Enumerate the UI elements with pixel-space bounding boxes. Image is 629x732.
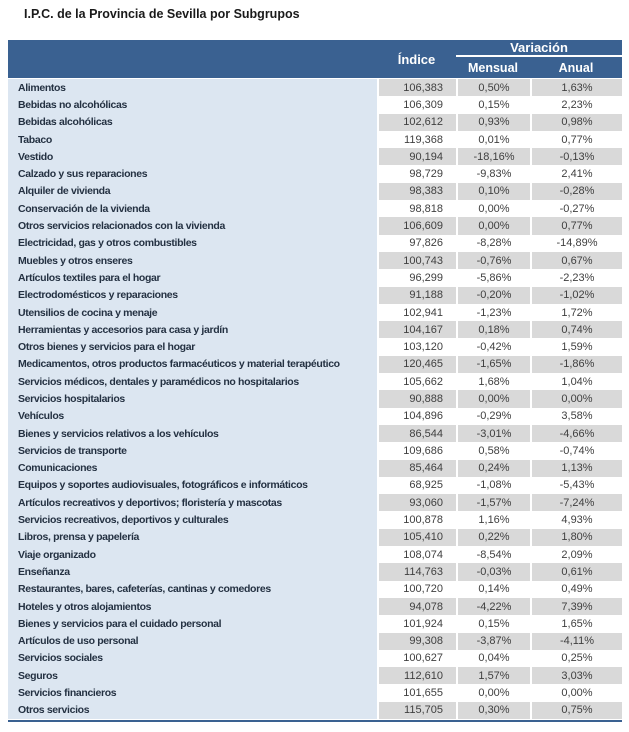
mensual-value: 0,15% <box>456 615 530 632</box>
table-row <box>8 235 622 252</box>
subgroup-label: Artículos textiles para el hogar <box>8 269 377 286</box>
anual-value: 4,93% <box>530 511 622 528</box>
indice-value: 90,194 <box>377 148 456 165</box>
table-row <box>8 650 622 667</box>
mensual-value: -18,16% <box>456 148 530 165</box>
mensual-value: 0,01% <box>456 131 530 148</box>
anual-value: 1,59% <box>530 338 622 355</box>
table-row <box>8 684 622 701</box>
table-row <box>8 148 622 165</box>
table-row <box>8 217 622 234</box>
anual-value: 0,00% <box>530 390 622 407</box>
anual-value: -4,11% <box>530 633 622 650</box>
subgroup-label: Alimentos <box>8 79 377 96</box>
table-row <box>8 321 622 338</box>
subgroup-label: Comunicaciones <box>8 460 377 477</box>
subgroup-label: Calzado y sus reparaciones <box>8 165 377 182</box>
table-row <box>8 615 622 632</box>
indice-value: 106,383 <box>377 79 456 96</box>
col-header-mensual: Mensual <box>467 60 518 75</box>
anual-value: 0,49% <box>530 581 622 598</box>
table-row <box>8 702 622 719</box>
subgroup-label: Servicios sociales <box>8 650 377 667</box>
table-row <box>8 460 622 477</box>
anual-value: 1,72% <box>530 304 622 321</box>
anual-value: 2,23% <box>530 96 622 113</box>
indice-value: 120,465 <box>377 356 456 373</box>
indice-value: 94,078 <box>377 598 456 615</box>
mensual-value: 0,00% <box>456 390 530 407</box>
subgroup-label: Servicios hospitalarios <box>8 390 377 407</box>
page-title: I.P.C. de la Provincia de Sevilla por Subgrupos <box>24 7 300 21</box>
subgroup-label: Enseñanza <box>8 563 377 580</box>
anual-value: -1,86% <box>530 356 622 373</box>
indice-value: 109,686 <box>377 442 456 459</box>
mensual-value: -0,42% <box>456 338 530 355</box>
indice-value: 104,167 <box>377 321 456 338</box>
subgroup-label: Seguros <box>8 667 377 684</box>
subgroup-label: Viaje organizado <box>8 546 377 563</box>
mensual-value: 0,50% <box>456 79 530 96</box>
mensual-value: -0,29% <box>456 408 530 425</box>
mensual-value: -1,65% <box>456 356 530 373</box>
anual-value: 0,75% <box>530 702 622 719</box>
indice-value: 106,609 <box>377 217 456 234</box>
mensual-value: 1,57% <box>456 667 530 684</box>
indice-value: 100,878 <box>377 511 456 528</box>
anual-value: -0,74% <box>530 442 622 459</box>
indice-value: 100,627 <box>377 650 456 667</box>
anual-value: -14,89% <box>530 235 622 252</box>
table-row <box>8 494 622 511</box>
table-row <box>8 96 622 113</box>
indice-value: 100,743 <box>377 252 456 269</box>
anual-value: -5,43% <box>530 477 622 494</box>
table-row <box>8 373 622 390</box>
indice-value: 98,818 <box>377 200 456 217</box>
anual-value: 2,41% <box>530 165 622 182</box>
indice-value: 101,655 <box>377 684 456 701</box>
col-header-indice: Índice <box>397 51 436 67</box>
indice-value: 98,729 <box>377 165 456 182</box>
table-bottom-border <box>8 720 622 723</box>
indice-value: 112,610 <box>377 667 456 684</box>
subgroup-label: Otros servicios relacionados con la vivienda <box>8 217 377 234</box>
anual-value: 0,25% <box>530 650 622 667</box>
indice-value: 86,544 <box>377 425 456 442</box>
anual-value: 0,67% <box>530 252 622 269</box>
mensual-value: -1,23% <box>456 304 530 321</box>
table-row <box>8 356 622 373</box>
indice-value: 102,941 <box>377 304 456 321</box>
mensual-value: 0,00% <box>456 200 530 217</box>
subgroup-label: Electricidad, gas y otros combustibles <box>8 235 377 252</box>
anual-value: 1,13% <box>530 460 622 477</box>
mensual-value: 0,58% <box>456 442 530 459</box>
subgroup-label: Herramientas y accesorios para casa y jardín <box>8 321 377 338</box>
table-row <box>8 477 622 494</box>
indice-value: 115,705 <box>377 702 456 719</box>
indice-value: 101,924 <box>377 615 456 632</box>
mensual-value: 1,68% <box>456 373 530 390</box>
table-row <box>8 165 622 182</box>
mensual-value: 0,30% <box>456 702 530 719</box>
variacion-subheaders <box>456 57 622 78</box>
subgroup-label: Bienes y servicios para el cuidado personal <box>8 615 377 632</box>
indice-value: 68,925 <box>377 477 456 494</box>
mensual-value: 0,00% <box>456 684 530 701</box>
anual-value: 0,00% <box>530 684 622 701</box>
indice-value: 108,074 <box>377 546 456 563</box>
indice-value: 96,299 <box>377 269 456 286</box>
mensual-value: 0,00% <box>456 217 530 234</box>
subgroup-label: Vestido <box>8 148 377 165</box>
indice-value: 102,612 <box>377 114 456 131</box>
mensual-value: -3,01% <box>456 425 530 442</box>
indice-value: 105,662 <box>377 373 456 390</box>
table-row <box>8 304 622 321</box>
anual-value: 0,77% <box>530 131 622 148</box>
table-row <box>8 598 622 615</box>
mensual-value: 0,14% <box>456 581 530 598</box>
mensual-value: -8,28% <box>456 235 530 252</box>
anual-value: -1,02% <box>530 287 622 304</box>
indice-value: 91,188 <box>377 287 456 304</box>
subgroup-label: Servicios financieros <box>8 684 377 701</box>
table-row <box>8 200 622 217</box>
subgroup-label: Equipos y soportes audiovisuales, fotográficos e informáticos <box>8 477 377 494</box>
table-row <box>8 287 622 304</box>
subgroup-label: Restaurantes, bares, cafeterías, cantinas y comedores <box>8 581 377 598</box>
indice-value: 90,888 <box>377 390 456 407</box>
table-row <box>8 511 622 528</box>
table-row <box>8 442 622 459</box>
anual-value: 0,61% <box>530 563 622 580</box>
table-header <box>8 40 622 79</box>
mensual-value: -1,57% <box>456 494 530 511</box>
subgroup-label: Otros bienes y servicios para el hogar <box>8 338 377 355</box>
table-row <box>8 529 622 546</box>
subgroup-label: Bebidas no alcohólicas <box>8 96 377 113</box>
subgroup-label: Conservación de la vivienda <box>8 200 377 217</box>
mensual-value: -0,03% <box>456 563 530 580</box>
table-body <box>8 79 622 719</box>
mensual-value: -9,83% <box>456 165 530 182</box>
subgroup-label: Servicios de transporte <box>8 442 377 459</box>
table-row <box>8 425 622 442</box>
col-header-variacion-group <box>456 40 622 78</box>
subgroup-label: Vehículos <box>8 408 377 425</box>
indice-value: 93,060 <box>377 494 456 511</box>
indice-value: 103,120 <box>377 338 456 355</box>
mensual-value: 0,04% <box>456 650 530 667</box>
anual-value: -4,66% <box>530 425 622 442</box>
table-row <box>8 269 622 286</box>
subgroup-label: Utensilios de cocina y menaje <box>8 304 377 321</box>
indice-value: 98,383 <box>377 183 456 200</box>
mensual-value: -5,86% <box>456 269 530 286</box>
subgroup-label: Libros, prensa y papelería <box>8 529 377 546</box>
table-row <box>8 667 622 684</box>
anual-value: -0,13% <box>530 148 622 165</box>
indice-value: 119,368 <box>377 131 456 148</box>
anual-value: 2,09% <box>530 546 622 563</box>
mensual-value: 0,10% <box>456 183 530 200</box>
anual-value: -2,23% <box>530 269 622 286</box>
anual-value: 3,03% <box>530 667 622 684</box>
anual-value: 1,80% <box>530 529 622 546</box>
anual-value: 1,65% <box>530 615 622 632</box>
indice-value: 97,826 <box>377 235 456 252</box>
table-row <box>8 252 622 269</box>
anual-value: 1,04% <box>530 373 622 390</box>
mensual-value: -4,22% <box>456 598 530 615</box>
mensual-value: 0,18% <box>456 321 530 338</box>
table-row <box>8 408 622 425</box>
table-row <box>8 546 622 563</box>
indice-value: 106,309 <box>377 96 456 113</box>
anual-value: -0,27% <box>530 200 622 217</box>
subgroup-label: Tabaco <box>8 131 377 148</box>
mensual-value: -0,76% <box>456 252 530 269</box>
anual-value: 0,77% <box>530 217 622 234</box>
anual-value: 0,98% <box>530 114 622 131</box>
anual-value: -0,28% <box>530 183 622 200</box>
table-row <box>8 581 622 598</box>
mensual-value: 1,16% <box>456 511 530 528</box>
mensual-value: -8,54% <box>456 546 530 563</box>
indice-value: 104,896 <box>377 408 456 425</box>
col-header-subgroup-spacer <box>8 40 377 78</box>
subgroup-label: Servicios médicos, dentales y paramédicos no hospitalarios <box>8 373 377 390</box>
table-row <box>8 114 622 131</box>
anual-value: 1,63% <box>530 79 622 96</box>
indice-value: 105,410 <box>377 529 456 546</box>
table-row <box>8 390 622 407</box>
col-header-variacion: Variación <box>456 40 622 57</box>
mensual-value: 0,93% <box>456 114 530 131</box>
anual-value: -7,24% <box>530 494 622 511</box>
table-row <box>8 633 622 650</box>
mensual-value: -3,87% <box>456 633 530 650</box>
subgroup-label: Muebles y otros enseres <box>8 252 377 269</box>
mensual-value: 0,15% <box>456 96 530 113</box>
indice-value: 99,308 <box>377 633 456 650</box>
indice-value: 85,464 <box>377 460 456 477</box>
subgroup-label: Bienes y servicios relativos a los vehículos <box>8 425 377 442</box>
anual-value: 3,58% <box>530 408 622 425</box>
ipc-table <box>8 40 622 722</box>
subgroup-label: Medicamentos, otros productos farmacéuticos y material terapéutico <box>8 356 377 373</box>
subgroup-label: Bebidas alcohólicas <box>8 114 377 131</box>
subgroup-label: Alquiler de vivienda <box>8 183 377 200</box>
subgroup-label: Servicios recreativos, deportivos y culturales <box>8 511 377 528</box>
table-row <box>8 183 622 200</box>
mensual-value: -1,08% <box>456 477 530 494</box>
table-row <box>8 563 622 580</box>
table-row <box>8 79 622 96</box>
subgroup-label: Electrodomésticos y reparaciones <box>8 287 377 304</box>
anual-value: 0,74% <box>530 321 622 338</box>
subgroup-label: Hoteles y otros alojamientos <box>8 598 377 615</box>
col-header-anual: Anual <box>558 60 594 75</box>
subgroup-label: Otros servicios <box>8 702 377 719</box>
mensual-value: 0,24% <box>456 460 530 477</box>
table-row <box>8 338 622 355</box>
indice-value: 100,720 <box>377 581 456 598</box>
subgroup-label: Artículos de uso personal <box>8 633 377 650</box>
mensual-value: 0,22% <box>456 529 530 546</box>
table-row <box>8 131 622 148</box>
mensual-value: -0,20% <box>456 287 530 304</box>
indice-value: 114,763 <box>377 563 456 580</box>
anual-value: 7,39% <box>530 598 622 615</box>
subgroup-label: Artículos recreativos y deportivos; floristería y mascotas <box>8 494 377 511</box>
